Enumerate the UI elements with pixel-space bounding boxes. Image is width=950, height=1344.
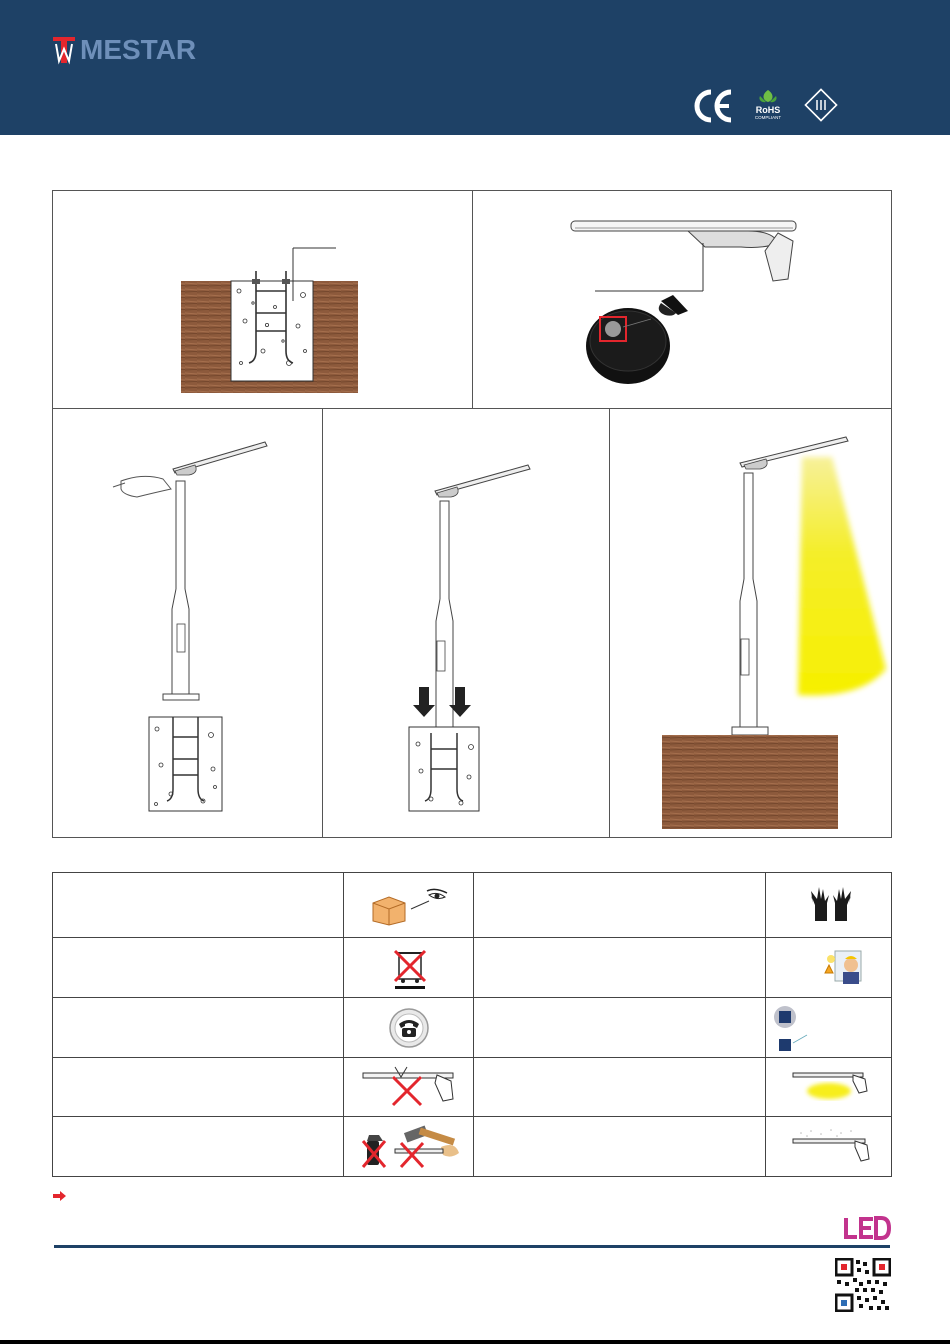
svg-text:COMPLIANT: COMPLIANT [754, 115, 782, 120]
step-foundation-panel [52, 190, 473, 409]
gloves-icon [805, 885, 857, 925]
light-on-icon [791, 1065, 871, 1103]
foundation-bolts-icon [53, 191, 472, 408]
step-light-on-panel [609, 408, 892, 838]
no-hanging-icon [361, 1063, 461, 1113]
service-phone-icon [387, 1006, 431, 1050]
brand-name: MESTAR [80, 34, 197, 65]
light-sensor-remote-icon [473, 191, 891, 408]
pole-bolted-icon [323, 409, 609, 837]
electrician-icon [821, 945, 865, 989]
check-package-icon [369, 887, 451, 927]
brand-logo [52, 34, 196, 66]
svg-text:RoHS: RoHS [755, 105, 781, 115]
safety-notes-table [52, 872, 892, 1177]
note-arrow-icon [53, 1191, 67, 1201]
led-logo-icon [843, 1215, 891, 1241]
qr-code-icon [835, 1258, 891, 1312]
dust-clean-icon [791, 1127, 873, 1167]
step-remote-switch-panel [472, 190, 892, 409]
footer-divider [54, 1245, 890, 1248]
step-fix-pole-panel [322, 408, 610, 838]
mestar-logo-icon [52, 35, 76, 65]
class-iii-mark-icon [804, 88, 838, 122]
rohs-mark-icon [752, 88, 784, 122]
battery-icon [771, 1001, 831, 1057]
no-waste-bin-icon [389, 945, 431, 991]
pole-light-shining-icon [610, 409, 891, 837]
page-header [0, 0, 950, 135]
page-bottom-edge [0, 1340, 950, 1344]
no-spray-hammer-icon [359, 1123, 465, 1173]
ce-mark-icon [693, 88, 735, 124]
step-mount-light-panel [52, 408, 323, 838]
install-light-on-pole-icon [53, 409, 322, 837]
